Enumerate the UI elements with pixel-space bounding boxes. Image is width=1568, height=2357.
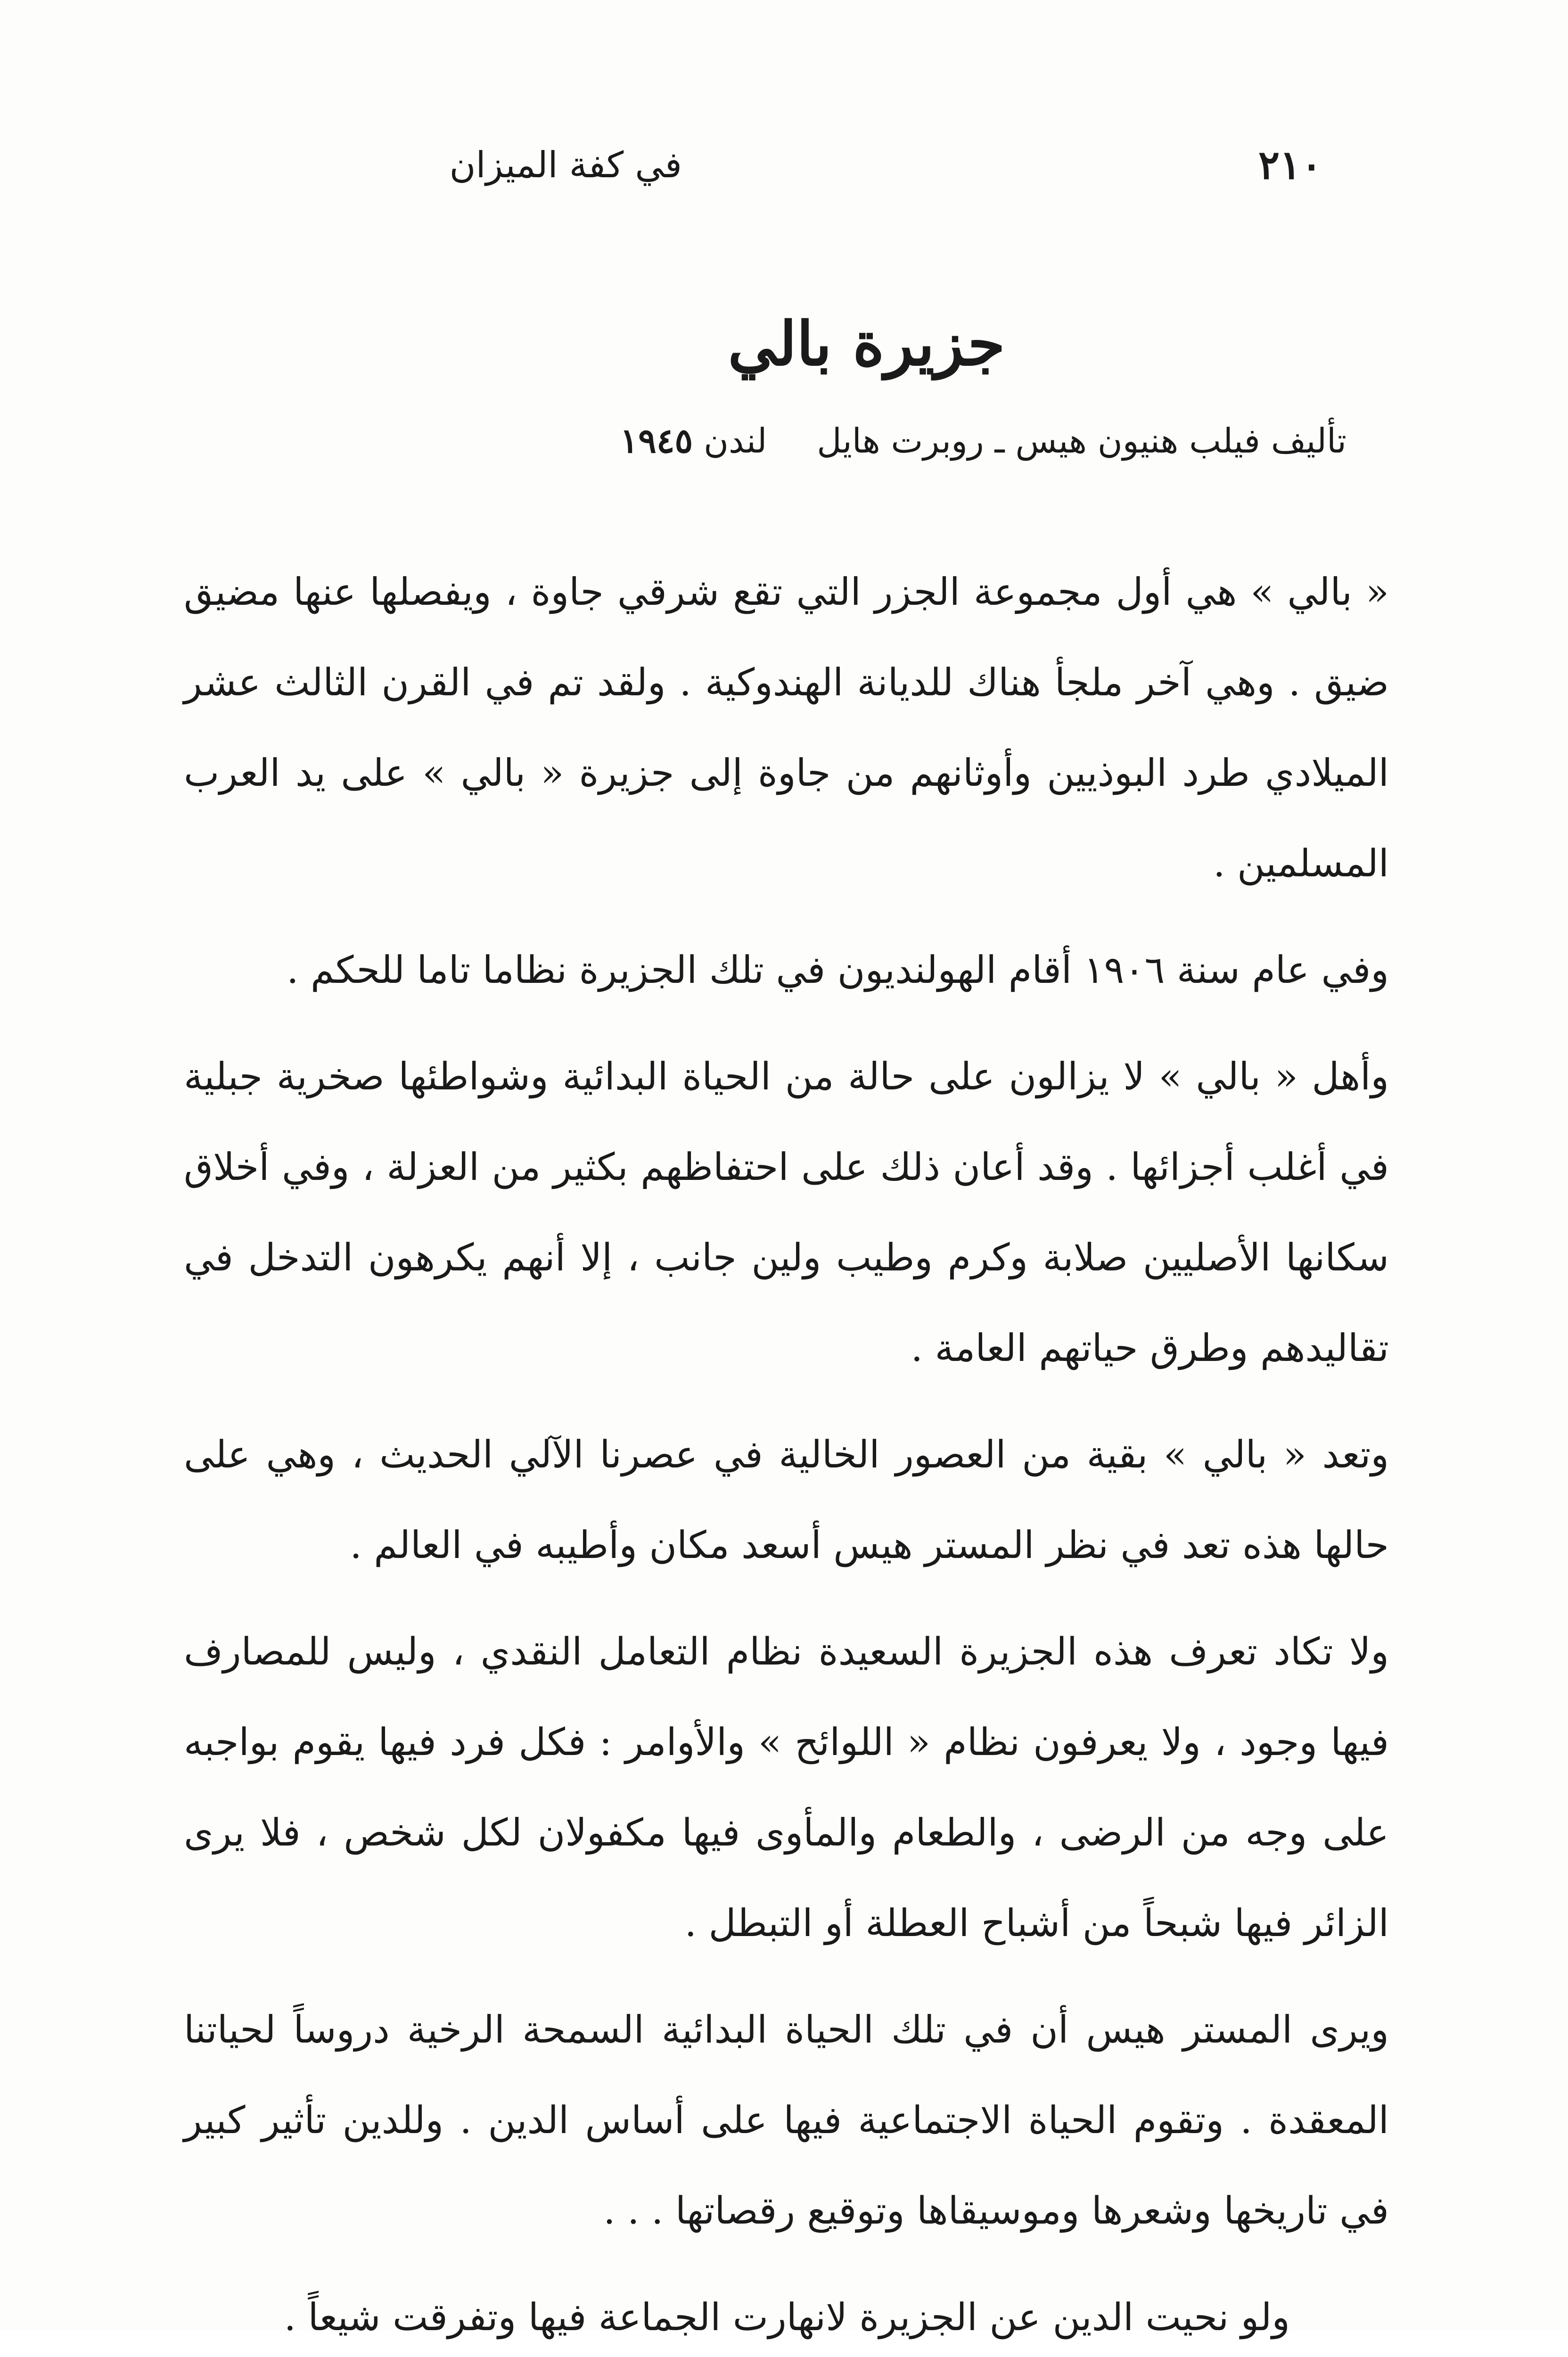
paragraph-1: « بالي » هي أول مجموعة الجزر التي تقع شرقي جاوة ، ويفصلها عنها مضيق ضيق . وهي آخر ملجأ هناك للديانة الهندوكية . ولقد تم في القرن الثالث عشر الميلادي طرد البوذيين وأوثانهم من جاوة إلى جزيرة « بالي » على يد العرب المسلمين . [184,570,1389,885]
running-title: في كفة الميزان [449,144,682,186]
authors: فيلب هنيون هيس ـ روبرت هايل [817,421,1260,461]
chapter-title: جزيرة بالي [728,309,1005,379]
paragraph-7: ولو نحيت الدين عن الجزيرة لانهارت الجماعة فيها وتفرقت شيعاً . [284,2295,1290,2339]
paragraph-4: وتعد « بالي » بقية من العصور الخالية في عصرنا الآلي الحديث ، وهي على حالها هذه تعد في نظر المستر هيس أسعد مكان وأطيبه في العالم . [184,1433,1389,1567]
book-reference [179,415,1346,467]
running-header [179,141,1342,198]
page-number: ٢١٠ [1258,141,1322,188]
publication-year: ١٩٤٥ [620,420,693,461]
paragraph-5: ولا تكاد تعرف هذه الجزيرة السعيدة نظام التعامل النقدي ، وليس للمصارف فيها وجود ، ولا يعرفون نظام « اللوائح » والأوامر : فكل فرد فيها يقوم بواجبه على وجه من الرضى ، والطعام والمأوى فيها مكفولان لكل شخص ، فلا يرى الزائر فيها شبحاً من أشباح العطلة أو التبطل . [184,1630,1389,1945]
publication-city: لندن [704,421,767,461]
paragraph-6: ويرى المستر هيس أن في تلك الحياة البدائية السمحة الرخية دروساً لحياتنا المعقدة . وتقوم الحياة الاجتماعية فيها على أساس الدين . وللدين تأثير كبير في تاريخها وشعرها وموسيقاها وتوقيع رقصاتها . . . [184,2008,1389,2233]
paragraph-2: وفي عام سنة ١٩٠٦ أقام الهولنديون في تلك الجزيرة نظاما تاما للحكم . [287,948,1389,992]
body-text [184,547,1389,2357]
paragraph-3: وأهل « بالي » لا يزالون على حالة من الحياة البدائية وشواطئها صخرية جبلية في أغلب أجزائها . وقد أعان ذلك على احتفاظهم بكثير من العزلة ، وفي أخلاق سكانها الأصليين صلابة وكرم وطيب ولين جانب ، إلا أنهم يكرهون التدخل في تقاليدهم وطرق حياتهم العامة . [184,1055,1389,1370]
author-label: تأليف [1271,421,1346,461]
